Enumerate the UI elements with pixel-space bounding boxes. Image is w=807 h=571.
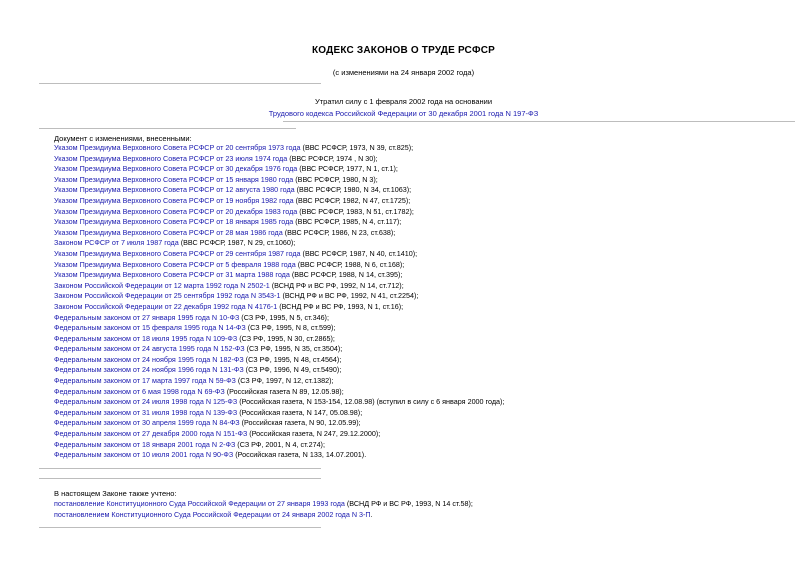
list-item bbox=[54, 440, 794, 451]
amendment-link[interactable]: Указом Президиума Верховного Совета РСФСР от 15 января 1980 года bbox=[54, 174, 294, 184]
amendment-link[interactable]: Указом Президиума Верховного Совета РСФСР от 20 сентября 1973 года bbox=[54, 143, 301, 152]
amendment-source: (ВСНД РФ и ВС РФ, 1993, N 14 ст.58); bbox=[344, 499, 473, 508]
amendment-source: . bbox=[370, 509, 373, 519]
divider bbox=[39, 478, 321, 479]
amendment-link[interactable]: Федеральным законом от 24 ноября 1996 года N 131-ФЗ bbox=[54, 365, 244, 375]
list-item bbox=[54, 217, 794, 228]
amendment-source: (СЗ РФ, 1996, N 49, ст.5490); bbox=[243, 365, 342, 375]
amendment-link[interactable]: Федеральным законом от 18 января 2001 года N 2-ФЗ bbox=[54, 439, 236, 449]
document-title: КОДЕКС ЗАКОНОВ О ТРУДЕ РСФСР bbox=[311, 45, 496, 56]
list-item bbox=[54, 260, 794, 271]
amendment-link[interactable]: Законом РСФСР от 7 июля 1987 года bbox=[54, 238, 179, 248]
amendment-source: (ВСНД РФ и ВС РФ, 1992, N 14, ст.712); bbox=[269, 280, 404, 290]
amendment-link[interactable]: Федеральным законом от 6 мая 1998 года N 69-ФЗ bbox=[54, 386, 225, 396]
amendment-link[interactable]: постановление Конституционного Суда Российской Федерации от 27 января 1993 года bbox=[54, 499, 345, 508]
amendment-source: (СЗ РФ, 1995, N 30, ст.2865); bbox=[237, 333, 335, 343]
amendment-link[interactable]: Указом Президиума Верховного Совета РСФСР от 29 сентября 1987 года bbox=[54, 248, 301, 258]
amendment-source: (ВВС РСФСР, 1988, N 14, ст.395); bbox=[289, 270, 403, 280]
amendment-source: (СЗ РФ, 1995, N 35, ст.3504); bbox=[244, 344, 343, 354]
amendment-link[interactable]: Федеральным законом от 18 июля 1995 года N 109-ФЗ bbox=[54, 333, 238, 343]
amendment-source: (Российская газета, N 90, 12.05.99); bbox=[239, 418, 361, 428]
also-header: В настоящем Законе также учтено: bbox=[54, 489, 177, 498]
list-item bbox=[54, 323, 794, 334]
amendment-link[interactable]: Законом Российской Федерации от 22 декабря 1992 года N 4176-1 bbox=[54, 301, 278, 311]
amendment-source: (ВВС РСФСР, 1988, N 6, ст.168); bbox=[295, 259, 405, 269]
list-item bbox=[54, 302, 794, 313]
amendment-link[interactable]: Федеральным законом от 31 июля 1998 года N 139-ФЗ bbox=[54, 407, 238, 417]
list-item bbox=[54, 228, 794, 239]
amendment-link[interactable]: Федеральным законом от 15 февраля 1995 года N 14-ФЗ bbox=[54, 323, 246, 333]
also-list bbox=[54, 499, 473, 521]
list-item bbox=[54, 365, 794, 376]
amendment-link[interactable]: постановлением Конституционного Суда Российской Федерации от 24 января 2002 года N 3-П bbox=[54, 509, 371, 519]
amendment-source: (ВВС РСФСР, 1980, N 3); bbox=[293, 174, 378, 184]
amendment-link[interactable]: Федеральным законом от 24 августа 1995 года N 152-ФЗ bbox=[54, 344, 245, 354]
amendment-source: (ВВС РСФСР, 1983, N 51, ст.1782); bbox=[297, 206, 414, 216]
amendment-source: (ВВС РСФСР, 1980, N 34, ст.1063); bbox=[294, 185, 412, 195]
list-item bbox=[54, 499, 473, 510]
amendment-source: (ВВС РСФСР, 1977, N 1, ст.1); bbox=[297, 164, 398, 174]
lost-force-text: Утратил силу с 1 февраля 2002 года на основании bbox=[314, 97, 493, 106]
amendment-source: (Российская газета N 89, 12.05.98); bbox=[224, 386, 344, 396]
list-item bbox=[54, 249, 794, 260]
amendment-link[interactable]: Указом Президиума Верховного Совета РСФСР от 5 февраля 1988 года bbox=[54, 259, 296, 269]
amendment-link[interactable]: Указом Президиума Верховного Совета РСФСР от 31 марта 1988 года bbox=[54, 270, 290, 280]
list-item bbox=[54, 376, 794, 387]
list-item bbox=[54, 450, 794, 461]
amendment-source: (ВВС РСФСР, 1985, N 4, ст.117); bbox=[293, 217, 402, 227]
amendment-link[interactable]: Законом Российской Федерации от 25 сентября 1992 года N 3543-1 bbox=[54, 291, 281, 301]
amendment-link[interactable]: Указом Президиума Верховного Совета РСФСР от 18 января 1985 года bbox=[54, 217, 294, 227]
amendment-source: (СЗ РФ, 1995, N 8, ст.599); bbox=[245, 323, 336, 333]
list-item bbox=[54, 418, 794, 429]
amendment-source: (Российская газета, N 153-154, 12.08.98) (вступил в силу с 6 января 2000 года); bbox=[237, 397, 505, 407]
amendment-link[interactable]: Федеральным законом от 27 декабря 2000 года N 151-ФЗ bbox=[54, 429, 248, 439]
amendment-link[interactable]: Федеральным законом от 24 июля 1998 года N 125-ФЗ bbox=[54, 397, 238, 407]
list-item bbox=[54, 238, 794, 249]
amendment-link[interactable]: Федеральным законом от 10 июля 2001 года N 90-ФЗ bbox=[54, 450, 234, 460]
amendment-source: (ВСНД РФ и ВС РФ, 1993, N 1, ст.16); bbox=[277, 301, 404, 311]
list-item bbox=[54, 408, 794, 419]
amendment-source: (Российская газета, N 147, 05.08.98); bbox=[237, 407, 363, 417]
amendment-source: (ВСНД РФ и ВС РФ, 1992, N 41, ст.2254); bbox=[280, 291, 419, 301]
amendment-source: (ВВС РСФСР, 1974 , N 30); bbox=[287, 153, 378, 163]
list-item bbox=[54, 281, 794, 292]
amendment-link[interactable]: Указом Президиума Верховного Совета РСФСР от 19 ноября 1982 года bbox=[54, 195, 294, 205]
list-item bbox=[54, 164, 794, 175]
amendment-link[interactable]: Федеральным законом от 27 января 1995 года N 10-ФЗ bbox=[54, 312, 240, 322]
amendment-source: (ВВС РСФСР, 1987, N 40, ст.1410); bbox=[300, 248, 418, 258]
amendment-source: (СЗ РФ, 1995, N 48, ст.4564); bbox=[243, 354, 342, 364]
list-item bbox=[54, 334, 794, 345]
amendment-link[interactable]: Указом Президиума Верховного Совета РСФСР от 30 декабря 1976 года bbox=[54, 164, 298, 174]
amendment-source: (Российская газета, N 247, 29.12.2000); bbox=[247, 429, 381, 439]
amendment-link[interactable]: Указом Президиума Верховного Совета РСФСР от 20 декабря 1983 года bbox=[54, 206, 298, 216]
amendment-link[interactable]: Федеральным законом от 24 ноября 1995 года N 182-ФЗ bbox=[54, 354, 244, 364]
list-item bbox=[54, 291, 794, 302]
amendment-source: (СЗ РФ, 2001, N 4, ст.274); bbox=[235, 439, 325, 449]
amendment-link[interactable]: Указом Президиума Верховного Совета РСФСР от 12 августа 1980 года bbox=[54, 185, 295, 195]
list-item bbox=[54, 207, 794, 218]
list-item bbox=[54, 387, 794, 398]
labor-code-link[interactable]: Трудового кодекса Российской Федерации от 30 декабря 2001 года N 197-ФЗ bbox=[268, 109, 539, 118]
amendment-source: (ВВС РСФСР, 1987, N 29, ст.1060); bbox=[178, 238, 296, 248]
amendment-link[interactable]: Законом Российской Федерации от 12 марта 1992 года N 2502-1 bbox=[54, 280, 270, 290]
amendment-source: (Российская газета, N 133, 14.07.2001). bbox=[233, 450, 367, 460]
amendment-link[interactable]: Указом Президиума Верховного Совета РСФСР от 23 июля 1974 года bbox=[54, 153, 288, 163]
amendments-header: Документ с изменениями, внесенными: bbox=[54, 134, 192, 143]
amendment-source: (ВВС РСФСР, 1982, N 47, ст.1725); bbox=[293, 195, 411, 205]
list-item bbox=[54, 510, 473, 521]
list-item bbox=[54, 397, 794, 408]
amendment-link[interactable]: Федеральным законом от 17 марта 1997 года N 59-ФЗ bbox=[54, 376, 236, 386]
list-item bbox=[54, 429, 794, 440]
amendment-source: (ВВС РСФСР, 1973, N 39, ст.825); bbox=[300, 143, 414, 152]
list-item bbox=[54, 270, 794, 281]
list-item bbox=[54, 185, 794, 196]
document-subtitle: (с изменениями на 24 января 2002 года) bbox=[332, 68, 475, 77]
list-item bbox=[54, 196, 794, 207]
amendment-source: (ВВС РСФСР, 1986, N 23, ст.638); bbox=[282, 227, 396, 237]
amendment-link[interactable]: Указом Президиума Верховного Совета РСФСР от 28 мая 1986 года bbox=[54, 227, 283, 237]
divider bbox=[39, 128, 296, 129]
amendment-source: (СЗ РФ, 1995, N 5, ст.346); bbox=[239, 312, 329, 322]
amendment-source: (СЗ РФ, 1997, N 12, ст.1382); bbox=[235, 376, 334, 386]
list-item bbox=[54, 154, 794, 165]
divider bbox=[39, 468, 321, 469]
list-item bbox=[54, 313, 794, 324]
divider bbox=[283, 121, 795, 122]
list-item bbox=[54, 355, 794, 366]
amendments-list bbox=[54, 143, 794, 461]
list-item bbox=[54, 143, 794, 154]
divider bbox=[39, 527, 321, 528]
list-item bbox=[54, 175, 794, 186]
lost-force-notice bbox=[0, 96, 807, 120]
divider bbox=[39, 83, 321, 84]
amendment-link[interactable]: Федеральным законом от 30 апреля 1999 года N 84-ФЗ bbox=[54, 418, 240, 428]
list-item bbox=[54, 344, 794, 355]
